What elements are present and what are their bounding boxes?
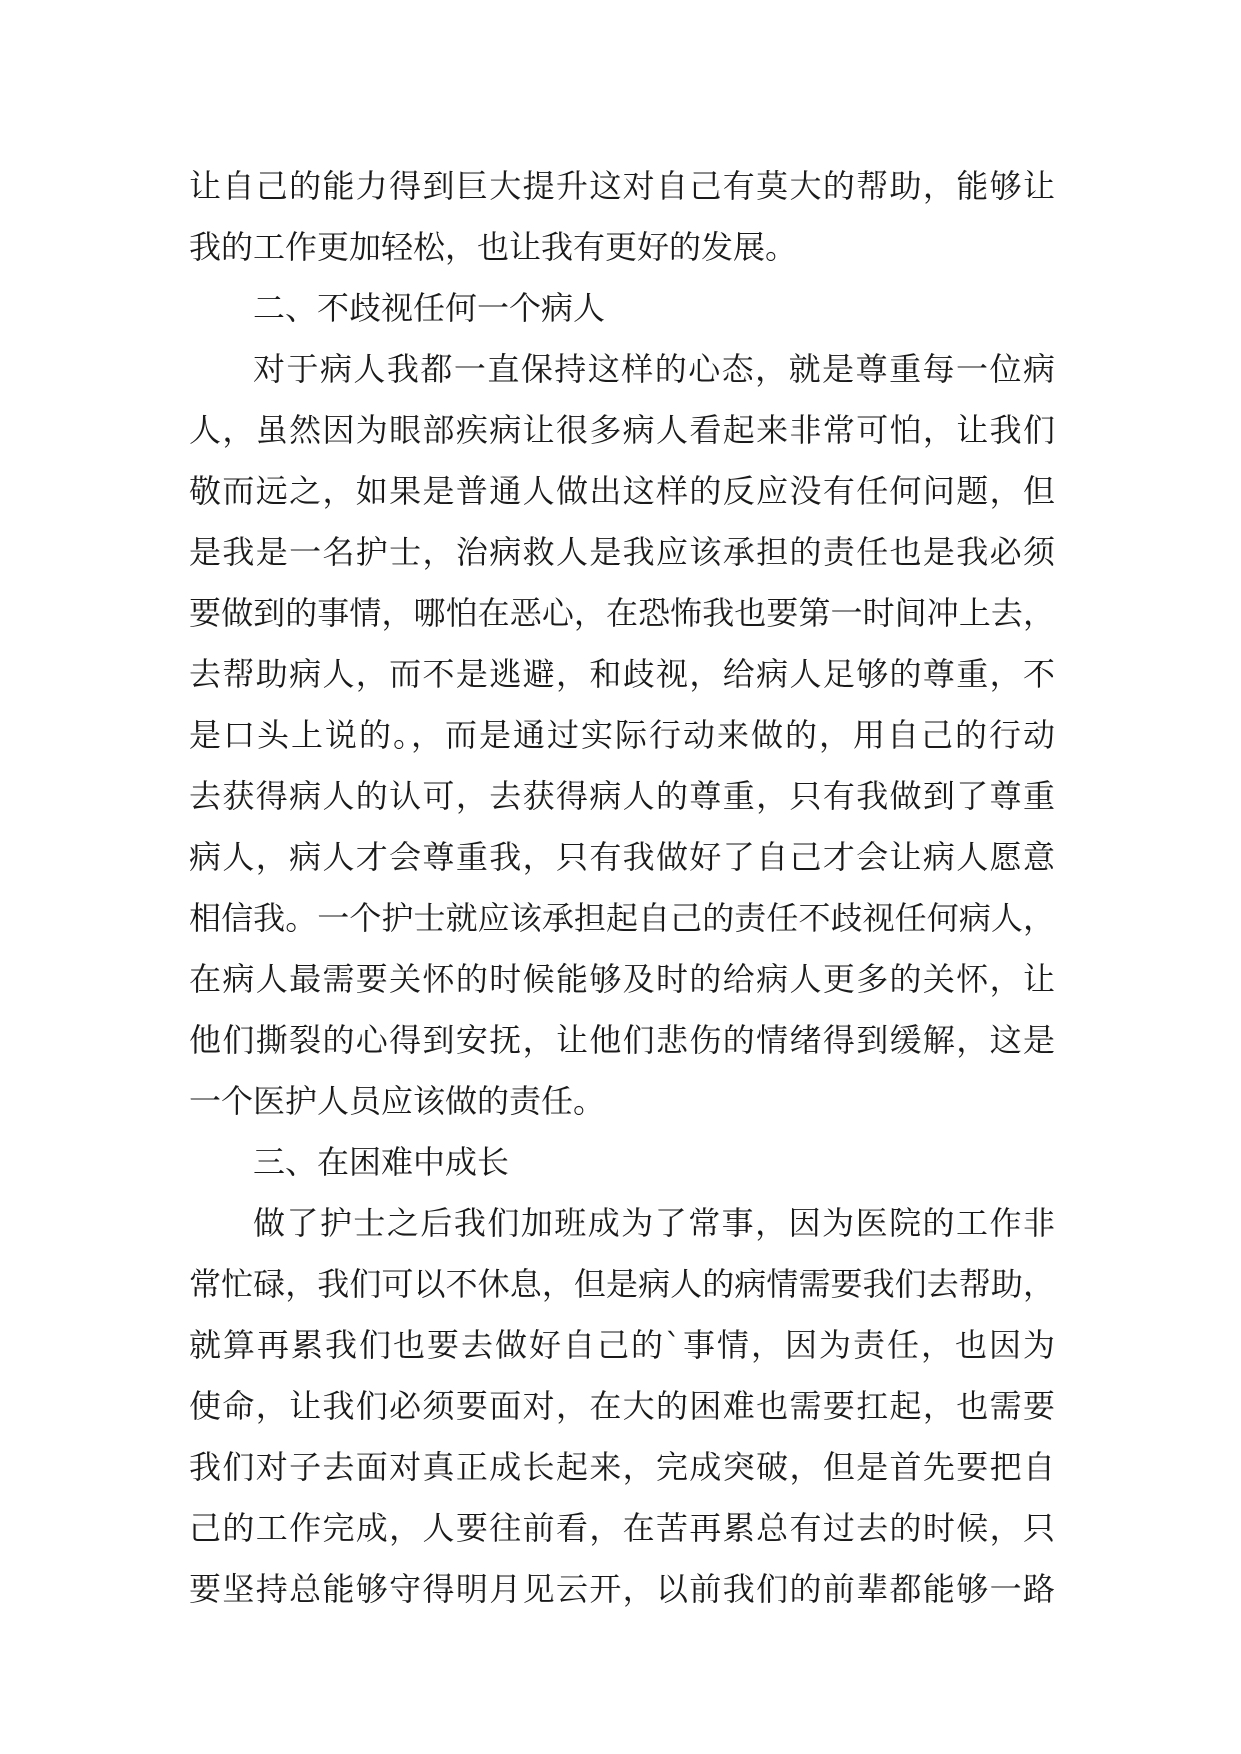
text-line: 相信我。一个护士就应该承担起自己的责任不歧视任何病人， — [189, 899, 1055, 937]
document-body — [189, 156, 1055, 1620]
text-line: 要做到的事情，哪怕在恶心，在恐怖我也要第一时间冲上去， — [189, 594, 1055, 632]
text-line: 人，虽然因为眼部疾病让很多病人看起来非常可怕，让我们 — [189, 411, 1055, 449]
text-line: 我们对子去面对真正成长起来，完成突破，但是首先要把自 — [189, 1448, 1055, 1486]
text-line: 对于病人我都一直保持这样的心态，就是尊重每一位病 — [253, 350, 1055, 388]
text-line: 要坚持总能够守得明月见云开，以前我们的前辈都能够一路 — [189, 1570, 1055, 1608]
text-line: 去帮助病人，而不是逃避，和歧视，给病人足够的尊重，不 — [189, 655, 1055, 693]
text-line: 我的工作更加轻松，也让我有更好的发展。 — [189, 228, 798, 266]
text-line: 做了护士之后我们加班成为了常事，因为医院的工作非 — [253, 1204, 1055, 1242]
section-heading: 二、不歧视任何一个病人 — [253, 289, 606, 327]
text-line: 是我是一名护士，治病救人是我应该承担的责任也是我必须 — [189, 533, 1055, 571]
text-line: 一个医护人员应该做的责任。 — [189, 1082, 606, 1120]
text-line: 敬而远之，如果是普通人做出这样的反应没有任何问题，但 — [189, 472, 1055, 510]
text-line: 去获得病人的认可，去获得病人的尊重，只有我做到了尊重 — [189, 777, 1055, 815]
text-line: 让自己的能力得到巨大提升这对自己有莫大的帮助，能够让 — [189, 167, 1055, 205]
text-line: 他们撕裂的心得到安抚，让他们悲伤的情绪得到缓解，这是 — [189, 1021, 1055, 1059]
text-line: 病人，病人才会尊重我，只有我做好了自己才会让病人愿意 — [189, 838, 1055, 876]
text-line: 使命，让我们必须要面对，在大的困难也需要扛起，也需要 — [189, 1387, 1055, 1425]
text-line: 就算再累我们也要去做好自己的`事情，因为责任，也因为 — [189, 1326, 1055, 1364]
text-line: 是口头上说的。，而是通过实际行动来做的，用自己的行动 — [189, 716, 1055, 754]
section-heading: 三、在困难中成长 — [253, 1143, 510, 1181]
text-line: 己的工作完成，人要往前看，在苦再累总有过去的时候，只 — [189, 1509, 1055, 1547]
text-line: 在病人最需要关怀的时候能够及时的给病人更多的关怀，让 — [189, 960, 1055, 998]
text-line: 常忙碌，我们可以不休息，但是病人的病情需要我们去帮助， — [189, 1265, 1055, 1303]
